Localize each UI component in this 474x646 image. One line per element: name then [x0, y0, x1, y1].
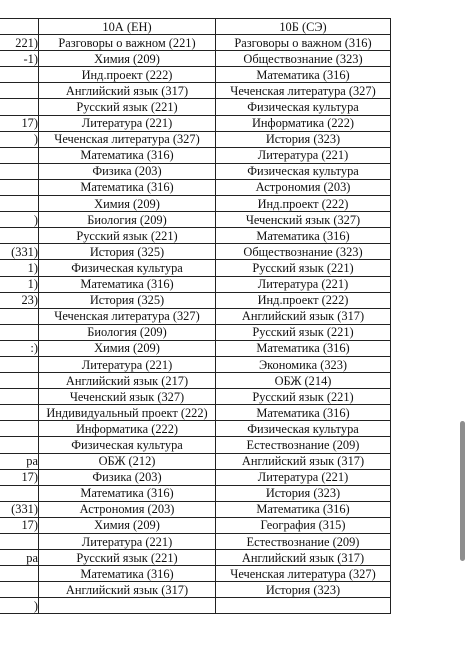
table-row [0, 115, 391, 131]
cell-10b: Математика (316) [216, 67, 391, 83]
cell-cut: ра [0, 453, 39, 469]
table-row [0, 51, 391, 67]
cell-10a: Английский язык (317) [39, 582, 216, 598]
cell-10b: Литература (221) [216, 469, 391, 485]
table-row [0, 469, 391, 485]
cell-cut: 1) [0, 260, 39, 276]
cell-cut: ра [0, 550, 39, 566]
cell-10a: Литература (221) [39, 115, 216, 131]
table-row [0, 421, 391, 437]
table-row [0, 517, 391, 533]
cell-10a: Химия (209) [39, 517, 216, 533]
table-row [0, 598, 391, 614]
cell-cut [0, 485, 39, 501]
cell-cut [0, 373, 39, 389]
cell-cut: 17) [0, 469, 39, 485]
cell-10a: История (325) [39, 292, 216, 308]
cell-cut: 1) [0, 276, 39, 292]
cell-10a: Русский язык (221) [39, 228, 216, 244]
cell-cut: 17) [0, 517, 39, 533]
table-row [0, 405, 391, 421]
cell-10b: Экономика (323) [216, 356, 391, 372]
cell-10a: Математика (316) [39, 147, 216, 163]
cell-10b: Информатика (222) [216, 115, 391, 131]
cell-cut [0, 582, 39, 598]
cell-10b: География (315) [216, 517, 391, 533]
cell-cut [0, 389, 39, 405]
cell-cut: (331) [0, 244, 39, 260]
table-row [0, 196, 391, 212]
cell-10a: Математика (316) [39, 566, 216, 582]
cell-10b: Английский язык (317) [216, 550, 391, 566]
cell-10a: Литература (221) [39, 534, 216, 550]
cell-10a: Математика (316) [39, 276, 216, 292]
table-row [0, 99, 391, 115]
cell-10b: Обществознание (323) [216, 51, 391, 67]
cell-10a: Химия (209) [39, 196, 216, 212]
cell-10a: Физическая культура [39, 260, 216, 276]
header-cell-cut [0, 19, 39, 35]
cell-cut [0, 147, 39, 163]
cell-10b: Математика (316) [216, 501, 391, 517]
table-row [0, 292, 391, 308]
cell-cut: ) [0, 131, 39, 147]
schedule-body [0, 35, 391, 614]
cell-10b: Астрономия (203) [216, 179, 391, 195]
cell-10a: Русский язык (221) [39, 550, 216, 566]
cell-10b: Чеченский язык (327) [216, 212, 391, 228]
table-row [0, 324, 391, 340]
cell-cut [0, 437, 39, 453]
cell-10b: Физическая культура [216, 163, 391, 179]
table-row [0, 550, 391, 566]
cell-10b: Английский язык (317) [216, 453, 391, 469]
table-row [0, 212, 391, 228]
cell-10b: Физическая культура [216, 99, 391, 115]
cell-cut [0, 196, 39, 212]
cell-10b: Русский язык (221) [216, 260, 391, 276]
cell-10b: Математика (316) [216, 340, 391, 356]
table-row [0, 67, 391, 83]
cell-10b: Естествознание (209) [216, 437, 391, 453]
cell-10a: Физическая культура [39, 437, 216, 453]
cell-10b: Литература (221) [216, 276, 391, 292]
cell-10a: Чеченский язык (327) [39, 389, 216, 405]
table-row [0, 35, 391, 51]
table-row [0, 534, 391, 550]
cell-10a: Математика (316) [39, 485, 216, 501]
schedule-table [0, 18, 391, 614]
table-row [0, 356, 391, 372]
cell-10a: Физика (203) [39, 469, 216, 485]
cell-10b: Инд.проект (222) [216, 292, 391, 308]
scrollbar-thumb[interactable] [460, 421, 465, 561]
cell-cut [0, 356, 39, 372]
cell-10a: Английский язык (217) [39, 373, 216, 389]
cell-10b: Обществознание (323) [216, 244, 391, 260]
table-row [0, 389, 391, 405]
cell-10b: Инд.проект (222) [216, 196, 391, 212]
cell-10b: История (323) [216, 131, 391, 147]
table-row [0, 276, 391, 292]
cell-cut: -1) [0, 51, 39, 67]
cell-10b: Физическая культура [216, 421, 391, 437]
table-row [0, 131, 391, 147]
cell-10a: Биология (209) [39, 324, 216, 340]
cell-cut [0, 99, 39, 115]
cell-10a: Разговоры о важном (221) [39, 35, 216, 51]
table-row [0, 147, 391, 163]
cell-cut [0, 83, 39, 99]
cell-cut: 23) [0, 292, 39, 308]
cell-10b: Разговоры о важном (316) [216, 35, 391, 51]
cell-10a: Химия (209) [39, 51, 216, 67]
cell-10b: Чеченская литература (327) [216, 83, 391, 99]
cell-10a: Литература (221) [39, 356, 216, 372]
cell-10b: История (323) [216, 485, 391, 501]
cell-10a: Информатика (222) [39, 421, 216, 437]
cell-10b: Математика (316) [216, 405, 391, 421]
table-row [0, 308, 391, 324]
header-cell-10a: 10А (ЕН) [39, 19, 216, 35]
table-row [0, 582, 391, 598]
table-row [0, 244, 391, 260]
cell-10a: Биология (209) [39, 212, 216, 228]
cell-10a: История (325) [39, 244, 216, 260]
cell-10b: Математика (316) [216, 228, 391, 244]
cell-10b: Естествознание (209) [216, 534, 391, 550]
cell-cut: :) [0, 340, 39, 356]
cell-10a: Индивидуальный проект (222) [39, 405, 216, 421]
table-row [0, 453, 391, 469]
cell-10a: Чеченская литература (327) [39, 308, 216, 324]
cell-cut [0, 308, 39, 324]
cell-10a: Русский язык (221) [39, 99, 216, 115]
cell-10a: Английский язык (317) [39, 83, 216, 99]
cell-cut: 17) [0, 115, 39, 131]
cell-cut [0, 67, 39, 83]
cell-10a: Инд.проект (222) [39, 67, 216, 83]
table-row [0, 260, 391, 276]
cell-10b: Чеченская литература (327) [216, 566, 391, 582]
table-row [0, 437, 391, 453]
cell-10a: Химия (209) [39, 340, 216, 356]
table-row [0, 83, 391, 99]
cell-cut [0, 228, 39, 244]
cell-10b: ОБЖ (214) [216, 373, 391, 389]
table-row [0, 163, 391, 179]
table-row [0, 501, 391, 517]
cell-cut [0, 405, 39, 421]
cell-cut [0, 163, 39, 179]
cell-cut [0, 179, 39, 195]
cell-cut: (331) [0, 501, 39, 517]
header-row [0, 19, 391, 35]
cell-10b: Русский язык (221) [216, 324, 391, 340]
table-row [0, 566, 391, 582]
cell-cut: 221) [0, 35, 39, 51]
cell-cut [0, 421, 39, 437]
cell-10b: Русский язык (221) [216, 389, 391, 405]
cell-cut [0, 566, 39, 582]
cell-10a [39, 598, 216, 614]
cell-cut [0, 534, 39, 550]
cell-cut: ) [0, 212, 39, 228]
table-row [0, 228, 391, 244]
table-row [0, 485, 391, 501]
cell-10a: Чеченская литература (327) [39, 131, 216, 147]
cell-10a: Математика (316) [39, 179, 216, 195]
cell-10b: История (323) [216, 582, 391, 598]
cell-10a: ОБЖ (212) [39, 453, 216, 469]
cell-10a: Физика (203) [39, 163, 216, 179]
cell-10a: Астрономия (203) [39, 501, 216, 517]
table-row [0, 179, 391, 195]
cell-cut: ) [0, 598, 39, 614]
header-cell-10b: 10Б (СЭ) [216, 19, 391, 35]
cell-10b [216, 598, 391, 614]
cell-10b: Английский язык (317) [216, 308, 391, 324]
cell-cut [0, 324, 39, 340]
table-row [0, 340, 391, 356]
table-row [0, 373, 391, 389]
cell-10b: Литература (221) [216, 147, 391, 163]
